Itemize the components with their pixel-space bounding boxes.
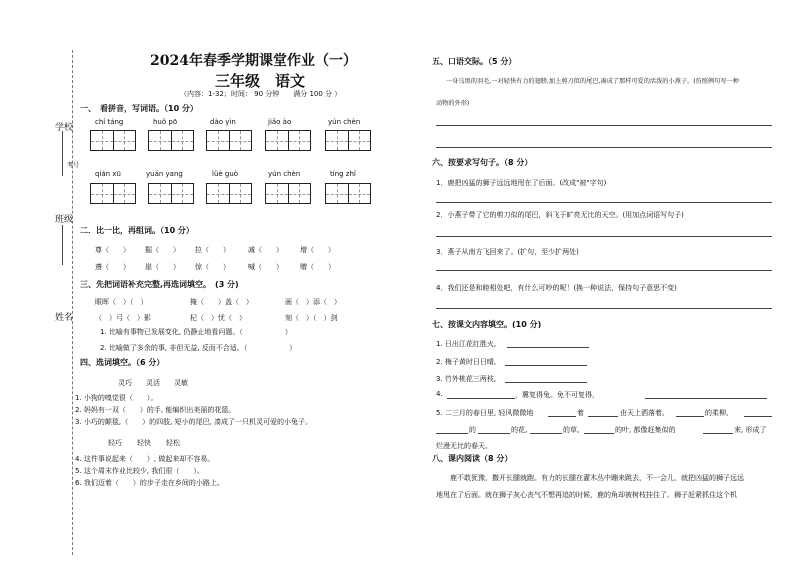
answer-line[interactable] [436,270,772,271]
writing-grid[interactable] [90,130,136,151]
answer-line[interactable] [436,202,772,203]
compare-word: 减（ ） [248,246,283,254]
answer-line[interactable] [645,398,767,399]
fill-item: 2. 妈妈有一双（ ）的手, 能编织出美丽的花篮。 [75,406,236,414]
fill-item: 1. 小狗的嗅觉很（ ）。 [75,394,158,402]
passage-fill: 的叶, 都像赶集似的 [615,426,676,434]
writing-grid[interactable] [206,130,252,151]
binding-name-label: 姓名 [55,313,74,323]
compare-word: 惊（ ） [195,263,230,271]
binding-class-label: 班级 [55,215,74,225]
compare-word: 掘（ ） [145,246,180,254]
poem-line: 2. 梅子黄时日日晴, [436,358,497,366]
answer-line[interactable] [436,125,772,126]
rewrite-item: 3．燕子从南方飞回来了。(扩句，至少扩两处) [436,248,579,256]
answer-line[interactable] [548,416,576,417]
answer-line[interactable] [584,433,614,434]
answer-line[interactable] [436,236,772,237]
binding-class-line [62,225,64,265]
fill-item: 4. 这件事说起来（ ）, 做起来却不容易。 [75,455,215,463]
pinyin-7: yuán yang [146,170,183,178]
fill-item: 3. 小巧的颠毯,（ ）的四肢, 短小的尾巴, 凑成了一只机灵可爱的小兔子。 [75,418,313,426]
answer-line[interactable] [436,433,468,434]
answer-line[interactable] [505,382,587,383]
answer-line[interactable] [505,365,587,366]
passage-fill: 的柔柳, [705,409,729,417]
passage-fill: 烂漫无比的春天。 [436,442,492,450]
pinyin-3: dào yìn [210,118,236,126]
section-2-title: 二．比一比，再组词。（10 分） [80,226,194,235]
poem-line: ，冀复得兔。免不可复得， [515,391,599,399]
writing-grid[interactable] [206,183,252,204]
idiom-blank: （ ）弓（ ）影 [95,314,151,322]
pinyin-2: huǒ pō [153,118,178,126]
pinyin-1: chí táng [95,118,124,126]
idiom-question-2: 2. 比喻做了多余的事, 非但无益, 反而不合适。（ ） [100,344,297,352]
word-option: 轻松 [166,439,180,447]
page-subtitle: 三年级 语文 [215,72,306,90]
pinyin-8: lüè guò [212,170,239,178]
answer-line[interactable] [703,433,733,434]
rewrite-item: 4．我们还是和睦相处吧，有什么可吵的呢！(换一种说法，保持句子意思不变) [436,284,677,292]
binding-seat-label: 考号 [67,162,80,169]
word-option: 灵敏 [174,379,188,387]
answer-line[interactable] [447,398,515,399]
pinyin-4: jiǎo ào [268,118,292,126]
word-option: 轻快 [137,439,151,447]
section-8-title: 八、课内阅读（8 分） [432,454,513,463]
rewrite-item: 2．小燕子带了它的剪刀似的尾巴，斜飞于旷亮无比的天空。(用加点词语写句子) [436,211,684,219]
exam-info: （内容：1-32；时间： 90 分钟 满分 100 分 ） [180,90,342,98]
word-option: 灵巧 [118,379,132,387]
pinyin-6: qián xū [95,170,121,178]
compare-word: 拉（ ） [195,246,230,254]
answer-line[interactable] [478,433,510,434]
idiom-blank: 眼晖（ ）（ ） [95,298,148,306]
idiom-question-1: 1. 比喻有事物已发展变化, 仍静止地看问题。（ ） [100,328,292,336]
compare-word: 赠（ ） [300,263,335,271]
section-7-title: 七、按课文内容填空。(10 分) [432,320,542,329]
section-6-title: 六、按要求写句子。（8 分） [432,158,533,167]
passage-fill: 着 [577,409,584,417]
binding-school-line [62,131,64,176]
answer-line[interactable] [507,347,589,348]
answer-line[interactable] [530,433,562,434]
answer-line[interactable] [436,308,772,309]
answer-line[interactable] [436,147,772,148]
passage-fill: 5. 二三月的春日里, 轻风微微地 [436,409,534,417]
section-1-title: 一、 看拼音，写词语。（10 分） [80,104,198,113]
answer-line[interactable] [744,416,772,417]
answer-line[interactable] [676,416,704,417]
idiom-blank: 掩（ ）盖（ ） [190,298,253,306]
compare-word: 增（ ） [300,246,335,254]
fill-item: 5. 这个周末作业比较少, 我们很（ ）。 [75,467,204,475]
writing-grid[interactable] [325,130,371,151]
section-4-title: 四、选词填空。（6 分） [80,358,165,367]
pinyin-10: tíng zhǐ [330,170,356,178]
passage-fill: 的草, [563,426,580,434]
writing-grid[interactable] [90,183,136,204]
passage-fill: 的 [469,426,476,434]
compare-word: 崖（ ） [145,263,180,271]
poem-line: 3. 竹外桃花三两枝, [436,375,497,383]
idiom-blank: 刻（ ）（ ）剑 [285,314,338,322]
writing-grid[interactable] [265,183,311,204]
word-option: 灵活 [146,379,160,387]
poem-line: 1. 日出江花红胜火, [436,340,497,348]
pinyin-9: yún chèn [268,170,301,178]
compare-word: 尊（ ） [95,246,130,254]
section-3-title: 三、先把词语补充完整,再选词填空。 (3 分) [80,280,239,289]
section-5-prompt: 一身乌黑的羽毛,一对轻快有力的翅膀,加上剪刀似的尾巴,凑成了那样可爱的活泼的小燕子。(仿照例句写一种 [446,78,739,85]
reading-passage: 鹿不敢犹豫，撒开长腿就跑。有力的长腿在灌木丛中蹦来跳去，不一会儿，就把凶猛的狮子远远 [436,474,744,482]
fill-item: 6. 我们迈着（ ）的步子走在乡间的小路上。 [75,479,224,487]
compare-word: 遵（ ） [95,263,130,271]
writing-grid[interactable] [148,183,194,204]
page-title: 2024年春季学期课堂作业（一） [150,53,357,69]
idiom-blank: 杞（ ）忧（ ） [190,314,246,322]
idiom-blank: 画（ ）添（ ） [285,298,341,306]
writing-grid[interactable] [265,130,311,151]
binding-school-label: 学校 [55,123,74,133]
passage-fill: 来, 形成了 [734,426,767,434]
writing-grid[interactable] [325,183,371,204]
passage-fill: 的花, [511,426,528,434]
answer-line[interactable] [588,416,618,417]
reading-passage: 地甩在了后面。就在狮子灰心丧气不想再追的时候，鹿的角却被树枝挂住了。狮子赶紧抓住这个机 [436,491,737,499]
pinyin-5: yún chèn [328,118,361,126]
rewrite-item: 1．鹿把凶猛的狮子远远地甩在了后面。(改成"被"字句) [436,179,607,187]
word-option: 轻巧 [108,439,122,447]
section-5-title: 五、口语交际。（5 分） [432,57,517,66]
poem-line: 4. [436,390,443,398]
writing-grid[interactable] [148,130,194,151]
section-5-prompt-cont: 动物的外形) [436,100,470,107]
passage-fill: 由天上洒落着, [620,409,665,417]
compare-word: 喊（ ） [248,263,283,271]
